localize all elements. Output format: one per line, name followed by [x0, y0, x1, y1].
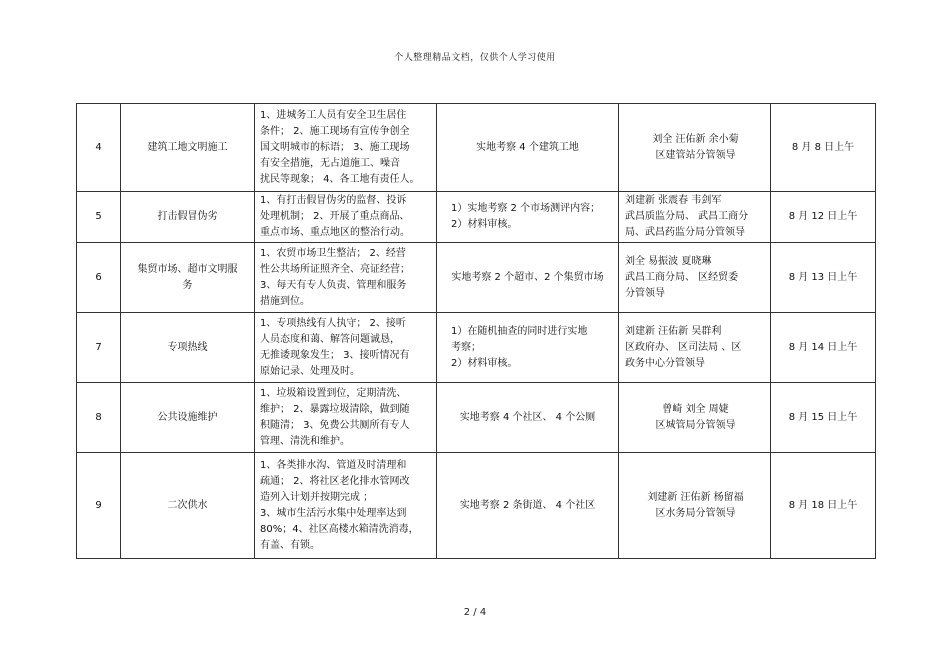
responsible-people-line: 局、武昌药监分局分管领导: [625, 227, 745, 238]
project-name: [121, 104, 255, 192]
project-name-line: 公共设施维护: [157, 411, 218, 423]
inspection-method: [437, 453, 619, 559]
standard-text-line: 疏通； 2、将社区老化排水管网改: [260, 475, 410, 487]
inspection-method-line: 实地考察 2 条街道、 4 个社区: [459, 499, 596, 511]
standard-text-line: 管理、清洗和维护。: [260, 435, 350, 447]
standard-text: [255, 104, 437, 192]
row-number: 8: [77, 383, 121, 453]
inspection-method-line: 2）材料审核。: [451, 219, 518, 230]
standard-text-line: 措施到位。: [260, 295, 310, 307]
project-name: [121, 243, 255, 313]
inspection-date: 8 月 12 日上午: [771, 192, 876, 243]
standard-text-line: 条件； 2、施工现场有宣传争创全: [260, 125, 410, 137]
project-name: [121, 313, 255, 383]
standard-text-line: 国文明城市的标语； 3、施工现场: [260, 141, 410, 153]
standard-text-line: 人员态度和蔼、解答问题诚恳，: [260, 333, 400, 345]
project-name-line: 务: [182, 279, 193, 291]
row-number: 6: [77, 243, 121, 313]
standard-text-line: 扰民等现象； 4、各工地有责任人。: [260, 173, 420, 185]
responsible-people-line: 刘全 汪佑新 余小菊: [652, 133, 739, 145]
standard-text-line: 1、进城务工人员有安全卫生居住: [260, 109, 407, 121]
standard-text: [255, 383, 437, 453]
project-name: [121, 383, 255, 453]
responsible-people-line: 曾崎 刘全 周婕: [662, 403, 729, 415]
row-number: 4: [77, 104, 121, 192]
standard-text-line: 有盖、有锁。: [260, 539, 320, 551]
inspection-method: [437, 243, 619, 313]
standard-text-line: 有安全措施，无占道施工、噪音: [260, 157, 400, 169]
responsible-people-line: 政务中心分管领导: [625, 357, 705, 369]
responsible-people-line: 武昌质监分局、 武昌工商分: [625, 211, 749, 222]
inspection-method: [437, 192, 619, 243]
standard-text-line: 原始记录、处理及时。: [260, 365, 360, 377]
standard-text-line: 性公共场所证照齐全、亮证经营；: [260, 263, 410, 275]
standard-text-line: 积随清； 3、免费公共厕所有专人: [260, 419, 410, 431]
table-row: [77, 313, 876, 383]
responsible-people-line: 分管领导: [625, 287, 665, 299]
standard-text-line: 1、农贸市场卫生整洁； 2、经营: [260, 247, 406, 259]
table-row: [77, 104, 876, 192]
standard-text-line: 3、每天有专人负责、管理和服务: [260, 279, 407, 291]
responsible-people-line: 区建管站分管领导: [655, 149, 736, 161]
inspection-method-line: 1）实地考察 2 个市场测评内容；: [451, 203, 601, 214]
standard-text-line: 80%；4、社区高楼水箱清洗消毒，: [260, 523, 419, 535]
standard-text-line: 1、专项热线有人执守； 2、接听: [260, 317, 406, 329]
project-name-line: 打击假冒伪劣: [157, 211, 218, 222]
responsible-people: [619, 313, 771, 383]
inspection-method-line: 实地考察 2 个超市、2 个集贸市场: [451, 271, 604, 283]
standard-text-line: 重点市场、重点地区的整治行动。: [260, 227, 410, 238]
project-name: [121, 453, 255, 559]
project-name-line: 二次供水: [167, 499, 208, 511]
responsible-people-line: 区水务局分管领导: [655, 507, 736, 519]
responsible-people-line: 刘建新 汪佑新 吴群利: [625, 325, 722, 337]
table-row: [77, 192, 876, 243]
row-number: 9: [77, 453, 121, 559]
responsible-people: [619, 383, 771, 453]
responsible-people-line: 刘建新 张震春 韦剑军: [625, 195, 722, 206]
standard-text-line: 无推诿现象发生； 3、接听情况有: [260, 349, 410, 361]
table-row: [77, 243, 876, 313]
responsible-people: [619, 243, 771, 313]
project-name-line: 建筑工地文明施工: [147, 141, 228, 153]
row-number: 7: [77, 313, 121, 383]
inspection-method-line: 实地考察 4 个社区、 4 个公厕: [459, 411, 596, 423]
inspection-date: 8 月 18 日上午: [771, 453, 876, 559]
standard-text: [255, 192, 437, 243]
standard-text-line: 3、城市生活污水集中处理率达到: [260, 507, 407, 519]
inspection-method-line: 1）在随机抽查的同时进行实地: [451, 325, 588, 337]
inspection-schedule-table: [76, 103, 876, 559]
inspection-date: 8 月 8 日上午: [771, 104, 876, 192]
inspection-method: [437, 104, 619, 192]
project-name-line: 专项热线: [167, 341, 208, 353]
responsible-people: [619, 104, 771, 192]
page-number: 2 / 4: [463, 607, 487, 618]
inspection-date: 8 月 13 日上午: [771, 243, 876, 313]
responsible-people-line: 区城管局分管领导: [655, 419, 736, 431]
page-header: 个人整理精品文档，仅供个人学习使用: [394, 53, 556, 63]
standard-text-line: 造列入计划并按期完成 ；: [260, 491, 374, 503]
inspection-method-line: 实地考察 4 个建筑工地: [476, 141, 579, 153]
standard-text: [255, 453, 437, 559]
responsible-people-line: 刘全 易振波 夏晓琳: [625, 255, 712, 267]
row-number: 5: [77, 192, 121, 243]
inspection-method-line: 考察；: [451, 341, 481, 353]
table-row: [77, 383, 876, 453]
responsible-people: [619, 453, 771, 559]
responsible-people-line: 区政府办、 区司法局 、区: [625, 341, 742, 353]
standard-text-line: 处理机制； 2、开展了重点商品、: [260, 211, 410, 222]
standard-text: [255, 243, 437, 313]
inspection-method: [437, 383, 619, 453]
standard-text-line: 1、垃圾箱设置到位，定期清洗、: [260, 387, 407, 399]
responsible-people: [619, 192, 771, 243]
standard-text-line: 1、有打击假冒伪劣的监督、投诉: [260, 195, 407, 206]
inspection-method-line: 2）材料审核。: [451, 357, 518, 369]
project-name: [121, 192, 255, 243]
responsible-people-line: 刘建新 汪佑新 杨留福: [647, 491, 744, 503]
standard-text-line: 维护； 2、暴露垃圾清除，做到随: [260, 403, 410, 415]
responsible-people-line: 武昌工商分局、 区经贸委: [625, 271, 739, 283]
inspection-method: [437, 313, 619, 383]
inspection-date: 8 月 14 日上午: [771, 313, 876, 383]
project-name-line: 集贸市场、超市文明服: [137, 263, 238, 275]
table-row: [77, 453, 876, 559]
standard-text-line: 1、各类排水沟、管道及时清理和: [260, 459, 407, 471]
standard-text: [255, 313, 437, 383]
inspection-date: 8 月 15 日上午: [771, 383, 876, 453]
